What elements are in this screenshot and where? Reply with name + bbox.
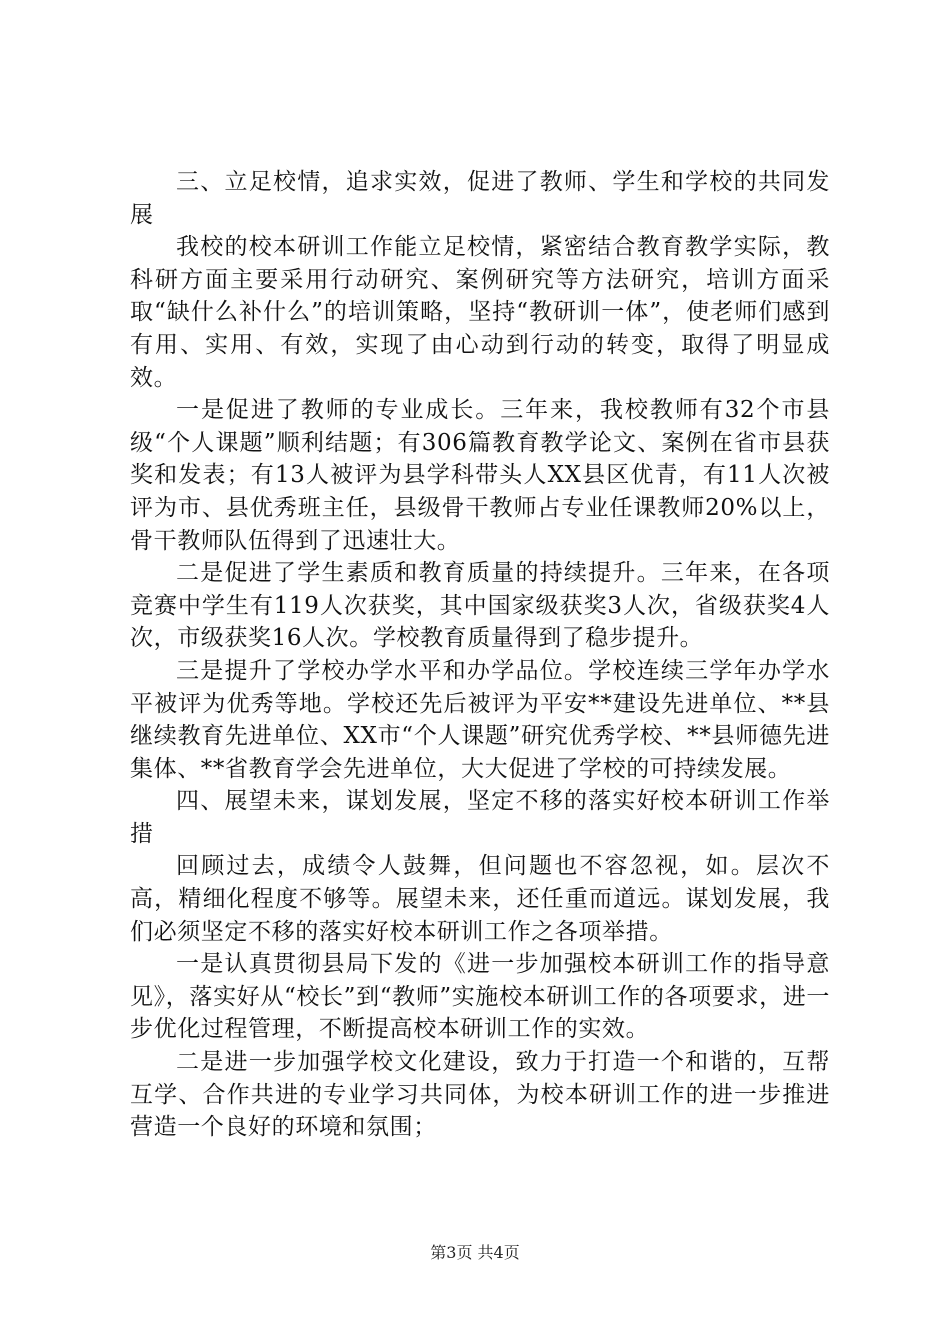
document-body — [130, 166, 830, 1144]
page-footer: 第3页 共4页 — [430, 1243, 520, 1262]
section-heading: 三、立足校情，追求实效，促进了教师、学生和学校的共同发展 — [130, 169, 830, 228]
paragraph: 一是促进了教师的专业成长。三年来，我校教师有32个市县级“个人课题”顺利结题；有306篇教育教学论文、案例在省市县获奖和发表；有13人被评为县学科带头人XX县区优青，有11人次被评为市、县优秀班主任，县级骨干教师占专业任课教师20%以上，骨干教师队伍得到了迅速壮大。 — [130, 397, 830, 554]
section-heading: 四、展望未来，谋划发展，坚定不移的落实好校本研训工作举措 — [130, 788, 830, 847]
paragraph: 一是认真贯彻县局下发的《进一步加强校本研训工作的指导意见》，落实好从“校长”到“教师”实施校本研训工作的各项要求，进一步优化过程管理，不断提高校本研训工作的实效。 — [130, 951, 830, 1043]
paragraph: 二是进一步加强学校文化建设，致力于打造一个和谐的，互帮互学、合作共进的专业学习共同体，为校本研训工作的进一步推进营造一个良好的环境和氛围； — [130, 1049, 830, 1141]
paragraph: 三是提升了学校办学水平和办学品位。学校连续三学年办学水平被评为优秀等地。学校还先后被评为平安**建设先进单位、**县继续教育先进单位、XX市“个人课题”研究优秀学校、**县师德先进集体、**省教育学会先进单位，大大促进了学校的可持续发展。 — [130, 657, 830, 782]
paragraph: 回顾过去，成绩令人鼓舞，但问题也不容忽视，如。层次不高，精细化程度不够等。展望未来，还任重而道远。谋划发展，我们必须坚定不移的落实好校本研训工作之各项举措。 — [130, 853, 830, 945]
paragraph: 我校的校本研训工作能立足校情，紧密结合教育教学实际，教科研方面主要采用行动研究、案例研究等方法研究，培训方面采取“缺什么补什么”的培训策略，坚持“教研训一体”，使老师们感到有用、实用、有效，实现了由心动到行动的转变，取得了明显成效。 — [130, 234, 830, 391]
paragraph: 二是促进了学生素质和教育质量的持续提升。三年来，在各项竞赛中学生有119人次获奖，其中国家级获奖3人次，省级获奖4人次，市级获奖16人次。学校教育质量得到了稳步提升。 — [130, 560, 830, 652]
